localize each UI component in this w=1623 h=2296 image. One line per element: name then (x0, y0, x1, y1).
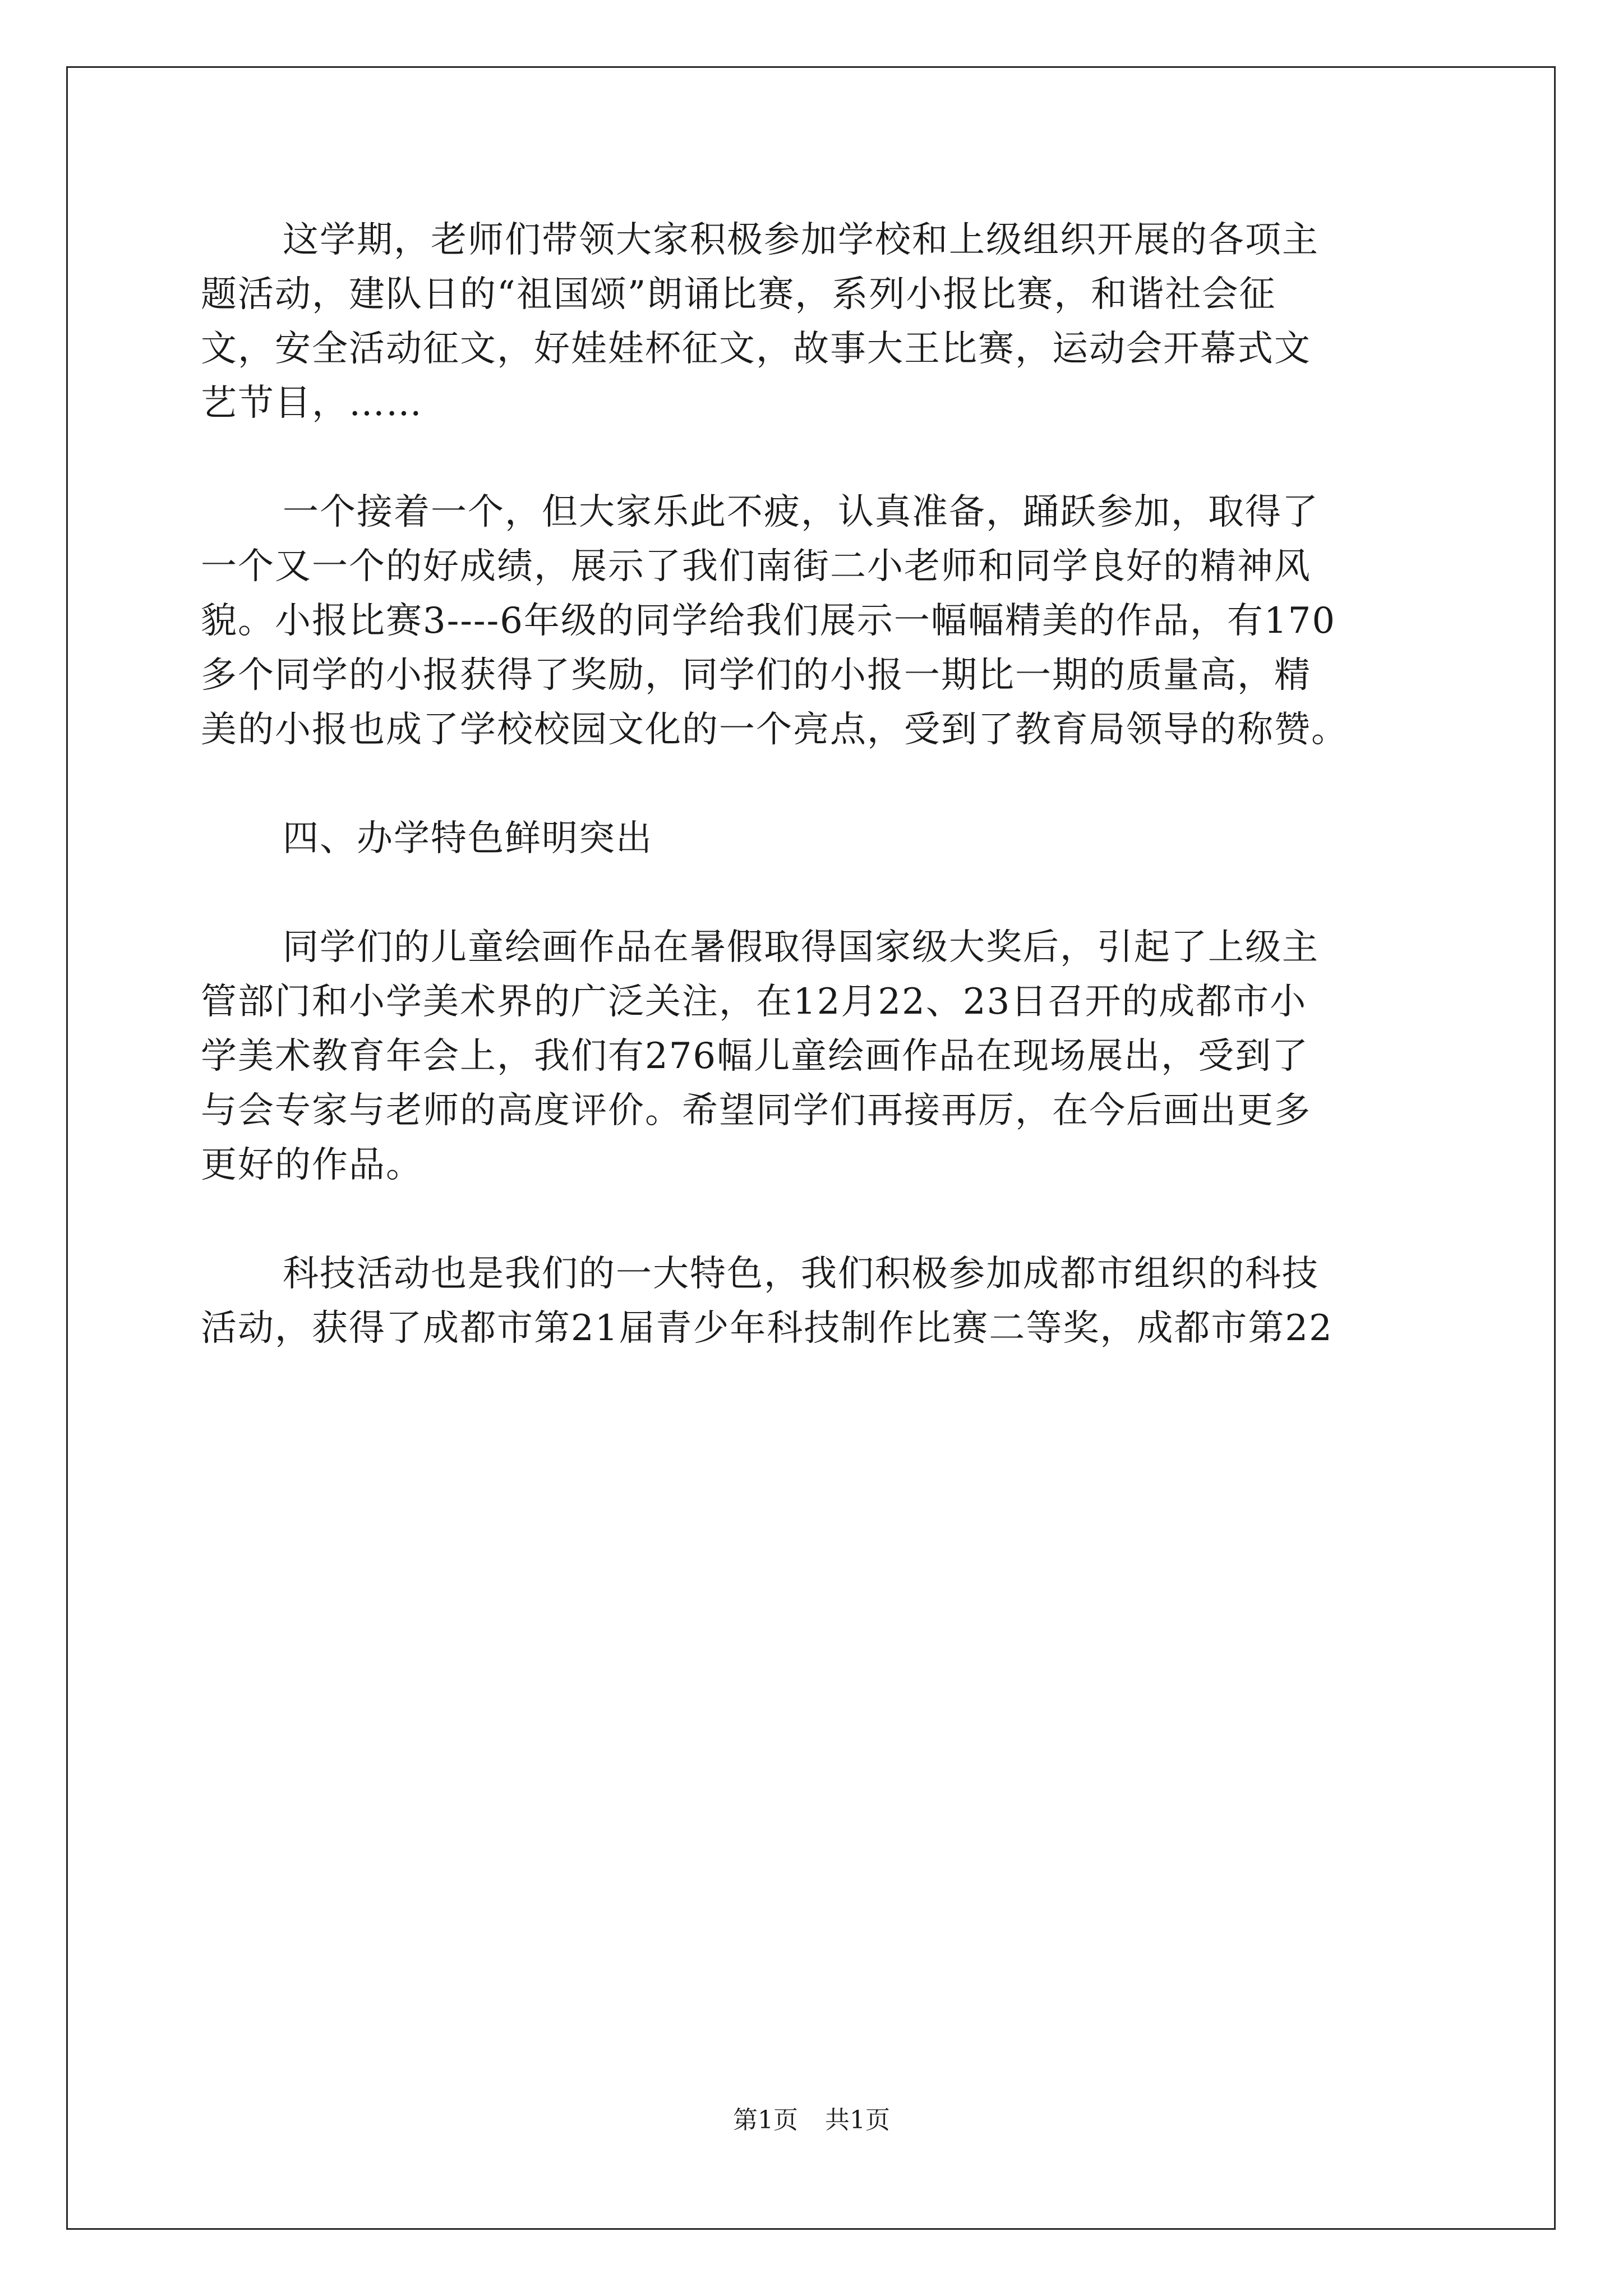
page-footer (0, 2104, 1623, 2137)
text-line: 文，安全活动征文，好娃娃杯征文，故事大王比赛，运动会开幕式文 (201, 328, 1311, 370)
text-line: 更好的作品。 (201, 1144, 423, 1186)
text-line: 科技活动也是我们的一大特色，我们积极参加成都市组织的科技 (283, 1253, 1319, 1295)
paragraph (201, 485, 1435, 757)
text-line: 与会专家与老师的高度评价。希望同学们再接再厉，在今后画出更多 (201, 1090, 1311, 1131)
text-line: 一个又一个的好成绩，展示了我们南街二小老师和同学良好的精神风 (201, 546, 1311, 587)
document-body (201, 213, 1435, 1356)
text-line: 同学们的儿童绘画作品在暑假取得国家级大奖后，引起了上级主 (283, 927, 1319, 968)
text-line: 艺节目，…… (201, 383, 423, 424)
section-heading (201, 812, 1435, 866)
heading-line: 四、办学特色鲜明突出 (283, 818, 653, 859)
text-line: 这学期，老师们带领大家积极参加学校和上级组织开展的各项主 (283, 219, 1319, 261)
paragraph (201, 213, 1435, 431)
text-line: 管部门和小学美术界的广泛关注，在12月22、23日召开的成都市小 (201, 981, 1307, 1023)
text-line: 貌。小报比赛3----6年级的同学给我们展示一幅幅精美的作品，有170 (201, 600, 1336, 642)
text-line: 学美术教育年会上，我们有276幅儿童绘画作品在现场展出，受到了 (201, 1036, 1310, 1077)
paragraph (201, 921, 1435, 1193)
text-line: 题活动，建队日的“祖国颂”朗诵比赛，系列小报比赛，和谐社会征 (201, 274, 1276, 315)
text-line: 多个同学的小报获得了奖励，同学们的小报一期比一期的质量高，精 (201, 655, 1311, 696)
page-number: 第1页 (733, 2106, 798, 2134)
page-total: 共1页 (825, 2106, 890, 2134)
text-line: 一个接着一个，但大家乐此不疲，认真准备，踊跃参加，取得了 (283, 491, 1319, 533)
paragraph (201, 1247, 1435, 1356)
text-line: 活动，获得了成都市第21届青少年科技制作比赛二等奖，成都市第22 (201, 1308, 1333, 1349)
text-line: 美的小报也成了学校校园文化的一个亮点，受到了教育局领导的称赞。 (201, 709, 1348, 751)
